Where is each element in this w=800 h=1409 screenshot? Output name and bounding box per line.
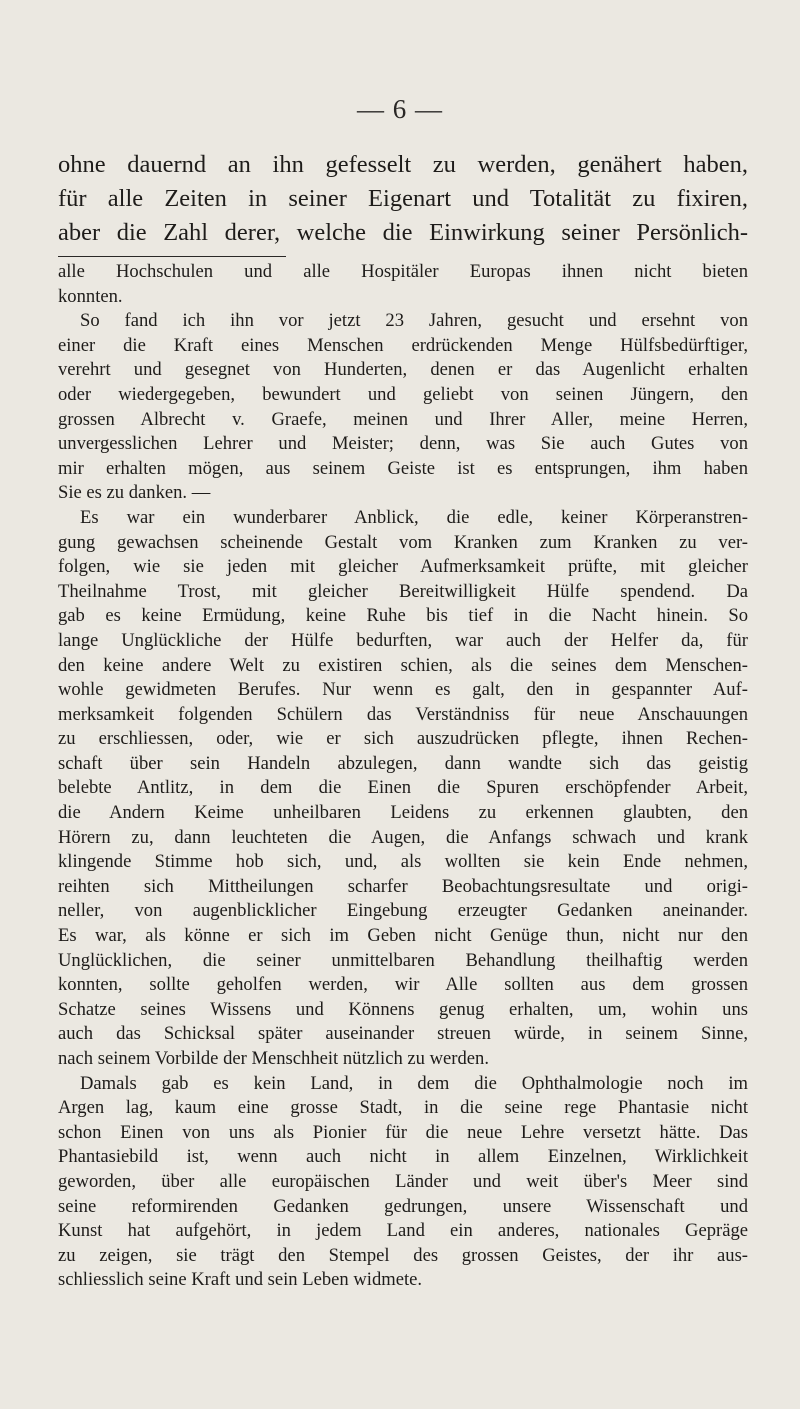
text-line: den keine andere Welt zu existiren schien, als die seines dem Menschen- — [58, 654, 748, 676]
footnote-rule — [58, 256, 286, 257]
text-line: Kunst hat aufgehört, in jedem Land ein anderes, nationales Gepräge — [58, 1220, 748, 1242]
text-line: Sie es zu danken. — — [58, 482, 211, 504]
text-line: Phantasiebild ist, wenn auch nicht in allem Einzelnen, Wirklichkeit — [58, 1146, 748, 1168]
main-text-block — [58, 148, 748, 250]
text-line: Es war ein wunderbarer Anblick, die edle, keiner Körperanstren- — [80, 506, 748, 528]
text-line: zu zeigen, sie trägt den Stempel des grossen Geistes, der ihr aus- — [58, 1244, 748, 1266]
text-line: reihten sich Mittheilungen scharfer Beobachtungsresultate und origi- — [58, 875, 748, 897]
text-line: alle Hochschulen und alle Hospitäler Europas ihnen nicht bieten — [58, 261, 748, 282]
text-line: auch das Schicksal später auseinander streuen würde, in seinem Sinne, — [58, 1023, 748, 1045]
text-line: unvergesslichen Lehrer und Meister; denn, was Sie auch Gutes von — [58, 433, 748, 455]
text-line: aber die Zahl derer, welche die Einwirkung seiner Persönlich- — [58, 219, 748, 246]
text-line: einer die Kraft eines Menschen erdrückenden Menge Hülfsbedürftiger, — [58, 334, 748, 356]
text-line: seine reformirenden Gedanken gedrungen, unsere Wissenschaft und — [58, 1195, 748, 1217]
text-line: neller, von augenblicklicher Eingebung erzeugter Gedanken aneinander. — [58, 900, 748, 922]
page-number: — 6 — — [357, 94, 443, 124]
text-line: gab es keine Ermüdung, keine Ruhe bis tief in die Nacht hinein. So — [58, 605, 748, 627]
text-line: konnten, sollte geholfen werden, wir Alle sollten aus dem grossen — [58, 974, 748, 996]
footnote-text-block — [58, 260, 748, 1293]
text-line: für alle Zeiten in seiner Eigenart und Totalität zu fixiren, — [58, 185, 748, 212]
text-line: Es war, als könne er sich im Geben nicht Genüge thun, nicht nur den — [58, 925, 748, 947]
text-line: mir erhalten mögen, aus seinem Geiste ist es entsprungen, ihm haben — [58, 457, 748, 479]
text-line: gung gewachsen scheinende Gestalt vom Kranken zum Kranken zu ver- — [58, 531, 748, 553]
text-line: lange Unglückliche der Hülfe bedurften, war auch der Helfer da, für — [58, 629, 748, 651]
text-line: Hörern zu, dann leuchteten die Augen, die Anfangs schwach und krank — [58, 826, 748, 848]
text-line: nach seinem Vorbilde der Menschheit nützlich zu werden. — [58, 1048, 489, 1069]
text-line: klingende Stimme hob sich, und, als wollten sie kein Ende nehmen, — [58, 851, 748, 873]
text-line: schliesslich seine Kraft und sein Leben widmete. — [58, 1269, 423, 1291]
text-line: Argen lag, kaum eine grosse Stadt, in die seine rege Phantasie nicht — [58, 1097, 748, 1119]
text-line: geworden, über alle europäischen Länder und weit über's Meer sind — [58, 1170, 748, 1192]
text-line: Unglücklichen, die seiner unmittelbaren Behandlung theilhaftig werden — [58, 949, 748, 971]
text-line: schaft über sein Handeln abzulegen, dann wandte sich das geistig — [58, 752, 748, 774]
text-line: So fand ich ihn vor jetzt 23 Jahren, gesucht und ersehnt von — [80, 310, 748, 332]
text-line: Theilnahme Trost, mit gleicher Bereitwilligkeit Hülfe spendend. Da — [58, 580, 748, 602]
text-line: oder wiedergegeben, bewundert und geliebt von seinen Jüngern, den — [58, 383, 748, 405]
text-line: Schatze seines Wissens und Könnens genug erhalten, um, wohin uns — [58, 998, 748, 1020]
text-line: wohle gewidmeten Berufes. Nur wenn es galt, den in gespannter Auf- — [58, 679, 748, 701]
text-line: grossen Albrecht v. Graefe, meinen und Ihrer Aller, meine Herren, — [58, 408, 748, 430]
text-line: die Andern Keime unheilbaren Leidens zu erkennen glaubten, den — [58, 802, 748, 824]
text-line: schon Einen von uns als Pionier für die neue Lehre versetzt hätte. Das — [58, 1121, 748, 1143]
text-line: Damals gab es kein Land, in dem die Ophthalmologie noch im — [80, 1072, 748, 1094]
text-line: zu erschliessen, oder, wie er sich auszudrücken pflegte, ihnen Rechen- — [58, 728, 748, 750]
text-line: ohne dauernd an ihn gefesselt zu werden, genähert haben, — [58, 151, 748, 178]
text-line: folgen, wie sie jeden mit gleicher Aufmerksamkeit prüfte, mit gleicher — [58, 556, 748, 578]
text-line: belebte Antlitz, in dem die Einen die Spuren erschöpfender Arbeit, — [58, 777, 748, 799]
text-line: verehrt und gesegnet von Hunderten, denen er das Augenlicht erhalten — [58, 359, 748, 381]
text-line: konnten. — [58, 285, 123, 307]
text-line: merksamkeit folgenden Schülern das Verständniss für neue Anschauungen — [58, 703, 748, 725]
